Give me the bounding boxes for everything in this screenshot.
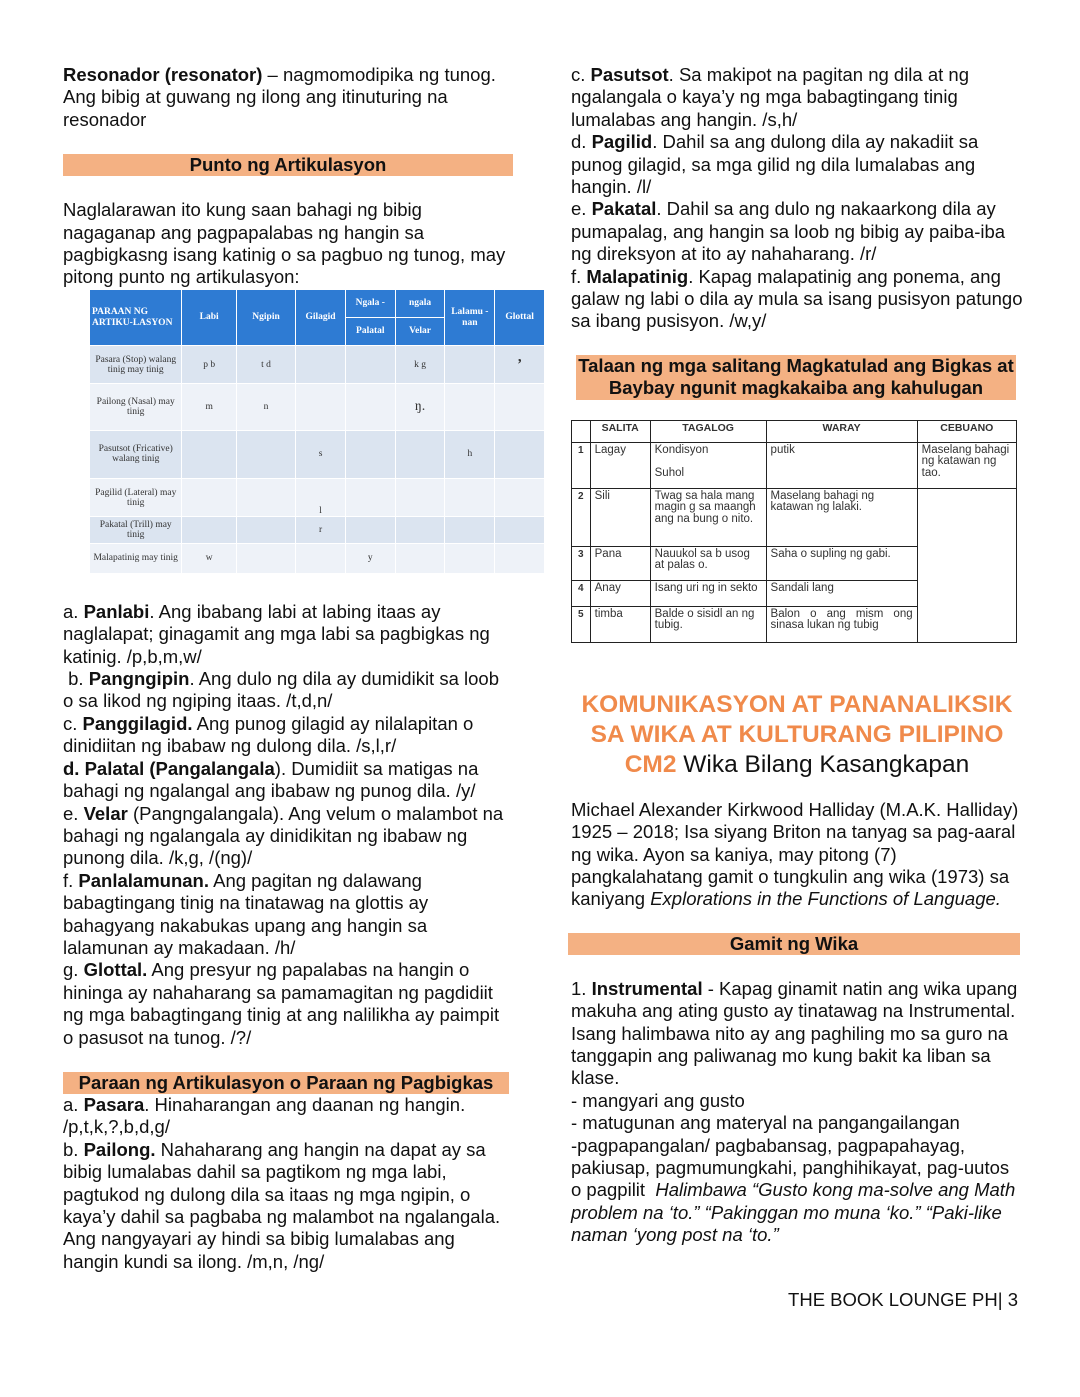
cell-salita: Anay	[590, 580, 650, 606]
cell-waray: putik	[766, 442, 917, 488]
paraan-item	[63, 1094, 513, 1139]
section-title-line2: SA WIKA AT KULTURANG PILIPINO	[590, 720, 1004, 748]
halliday-text: Michael Alexander Kirkwood Halliday (M.A.K. Halliday) 1925 – 2018; Isa siyang Briton na tanyag sa pag-aaral ng wika. Ayon sa kaniya, may pitong (7) pangkalahatang gamit o tungkulin ang wika (1973) sa kaniyang	[571, 798, 1019, 910]
resonador-text: – nagmomodipika ng tunog. Ang bibig at guwang ng ilong ang itinuturing na resonador	[63, 64, 496, 130]
pagilid-label: Pagilid (Lateral) may tinig	[90, 479, 182, 517]
th-num	[572, 420, 591, 442]
th-palatal: Palatal	[345, 318, 395, 346]
bullet-text: -pagpapangalan/ pagbabansag, pagpapahayag, pakiusap, pagmumungkahi, panghihikayat, pag-uutos o pagpilit	[571, 1134, 1010, 1201]
item-prefix: d.	[571, 131, 592, 153]
th-lalamunan: Lalamu -nan	[445, 289, 495, 345]
item-term: Glottal.	[83, 959, 148, 981]
pasutsot-label: Pasutsot (Fricative) walang tinig	[90, 430, 182, 478]
pasara-gilagid	[296, 346, 346, 384]
item-prefix: b.	[63, 1138, 84, 1160]
pasara-ngipin: t d	[236, 346, 295, 384]
item-term: d. Palatal (Pangalangala	[63, 757, 275, 779]
th-ngala2: ngala	[395, 289, 445, 317]
punto-item	[63, 668, 513, 713]
malapatinig-labi: w	[182, 543, 237, 573]
item-text: . Ang dulo ng dila ay dumidikit sa loob o sa likod ng ngiping itaas. /t,d,n/	[63, 668, 499, 712]
pakatal-palatal	[345, 517, 395, 543]
row-number: 5	[572, 606, 591, 642]
paraan-header: Paraan ng Artikulasyon o Paraan ng Pagbigkas	[63, 1072, 509, 1094]
pasutsot-glottal	[495, 430, 545, 478]
malapatinig-lalamunan	[445, 543, 495, 573]
pakatal-glottal	[495, 517, 545, 543]
cell-waray: Sandali lang	[766, 580, 917, 606]
item-prefix: f.	[63, 869, 79, 891]
item-term: Pagilid	[591, 131, 653, 153]
th-glottal: Glottal	[495, 289, 545, 345]
cell-waray: Maselang bahagi ng katawan ng lalaki.	[766, 488, 917, 546]
th-ngipin: Ngipin	[236, 289, 295, 345]
punto-header: Punto ng Artikulasyon	[63, 154, 513, 176]
pagilid-palatal	[345, 479, 395, 517]
item-text: ). Dumidiit sa matigas na bahagi ng ngalangal ang ibabaw ng punog dila. /y/	[63, 757, 479, 802]
cell-tagalog-2: Suhol	[654, 467, 685, 480]
punto-item	[63, 601, 513, 668]
item-text: (Pangngalangala). Ang velum o malambot na bahagi ng ngalangala ay dinidikitan ng ibabaw ng punong dila. /k,g, /(ng)/	[63, 802, 504, 869]
cell-tagalog: Twag sa hala mang magin g sa maangh ang na bung o nito.	[650, 488, 766, 546]
pasara-labi: p b	[182, 346, 237, 384]
item-prefix: a.	[63, 1093, 84, 1115]
th-gilagid: Gilagid	[296, 289, 346, 345]
pakatal-lalamunan	[445, 517, 495, 543]
instrumental-paragraph	[571, 978, 1023, 1090]
bullet-item: - mangyari ang gusto	[571, 1089, 745, 1111]
paraan-item	[571, 64, 1023, 131]
pasutsot-labi	[182, 430, 237, 478]
malapatinig-glottal	[495, 543, 545, 573]
punto-item	[63, 870, 513, 960]
bullet-example: Halimbawa “Gusto kong ma-solve ang Math problem na ‘to.” “Pakinggan mo muna ‘ko.” “Paki-like naman ‘yong post na ‘to.”	[571, 1179, 1016, 1246]
item-term: Pasutsot	[590, 64, 669, 85]
articulation-table	[89, 289, 545, 574]
cell-tagalog: Nauukol sa b usog at palas o.	[650, 546, 766, 580]
item-prefix: f.	[571, 265, 587, 287]
item-prefix: e.	[63, 802, 84, 824]
cell-tagalog: Isang uri ng in sekto	[650, 580, 766, 606]
pagilid-labi	[182, 479, 237, 517]
item-term: Panggilagid.	[82, 712, 193, 734]
item-prefix: c.	[571, 64, 591, 85]
pasara-palatal	[345, 346, 395, 384]
cell-tagalog-1: Kondisyon	[654, 443, 709, 456]
pasara-glottal: ʼ	[495, 346, 545, 384]
th-waray: WARAY	[766, 420, 917, 442]
pasara-label: Pasara (Stop) walang tinig may tinig	[90, 346, 182, 384]
pailong-labi: m	[182, 384, 237, 430]
item-term: Pangngipin	[88, 668, 190, 690]
paraan-item	[571, 131, 1023, 198]
halliday-paragraph	[571, 799, 1023, 911]
punto-item	[63, 758, 513, 803]
th-paraan: PARAAN NG ARTIKU-LASYON	[90, 289, 182, 345]
talaan-header: Talaan ng mga salitang Magkatulad ang Bigkas at Baybay ngunit magkakaiba ang kahulugan	[576, 355, 1016, 400]
item-prefix: g.	[63, 959, 84, 981]
cell-salita: Sili	[590, 488, 650, 546]
pakatal-labi	[182, 517, 237, 543]
pagilid-glottal	[495, 479, 545, 517]
cm2-rest: Wika Bilang Kasangkapan	[676, 750, 970, 778]
item-text: . Hinaharangan ang daanan ng hangin. /p,t,k,?,b,d,g/	[63, 1093, 466, 1138]
row-number: 2	[572, 488, 591, 546]
row-pakatal	[90, 517, 545, 543]
th-labi: Labi	[182, 289, 237, 345]
pailong-glottal	[495, 384, 545, 430]
item-text: Ang punog gilagid ay nilalapitan o dinidiitan ng ibabaw ng dulong dila. /s,l,r/	[63, 712, 474, 757]
table-row	[572, 442, 1017, 488]
punto-item	[63, 713, 513, 758]
item-prefix: c.	[63, 712, 83, 734]
cell-cebuano: Maselang bahagi ng katawan ng tao.	[917, 442, 1016, 488]
item-text: . Dahil sa ang dulong dila ay nakadiit sa punog gilagid, sa mga gilid ng dila lumalabas ang hangin. /l/	[571, 131, 979, 198]
item-term: Panlalamunan.	[78, 869, 209, 891]
pagilid-velar	[395, 479, 445, 517]
row-number: 4	[572, 580, 591, 606]
cell-cebuano-empty	[917, 488, 1016, 642]
pakatal-velar	[395, 517, 445, 543]
words-table	[571, 420, 1017, 643]
halliday-book: Explorations in the Functions of Language.	[650, 888, 1001, 910]
pagilid-gilagid: l	[296, 479, 346, 517]
malapatinig-gilagid	[296, 543, 346, 573]
resonador-term: Resonador (resonator)	[63, 64, 263, 85]
item-prefix: e.	[571, 198, 592, 220]
pailong-palatal	[345, 384, 395, 430]
pasutsot-ngipin	[236, 430, 295, 478]
th-velar: Velar	[395, 318, 445, 346]
th-salita: SALITA	[590, 420, 650, 442]
item-prefix: a.	[63, 600, 84, 622]
pasutsot-palatal	[345, 430, 395, 478]
punto-item	[63, 803, 513, 870]
item-text: Nahaharang ang hangin na dapat ay sa bibig lumalabas dahil sa pagtikom ng mga labi, pagtukod ng dulong dila sa itaas ng mga ngipin, o kaya’y dahil sa pagbaba ng malambot na ngalangala. Ang nangyayari ay hindi sa bibig lumalabas ang hangin kundi sa ilong. /m,n, /ng/	[63, 1138, 501, 1272]
item-term: Pasara	[83, 1093, 145, 1115]
malapatinig-ngipin	[236, 543, 295, 573]
pakatal-ngipin	[236, 517, 295, 543]
cell-salita: Pana	[590, 546, 650, 580]
section-title-line1: KOMUNIKASYON AT PANANALIKSIK	[581, 690, 1013, 718]
item-text: Ang pagitan ng dalawang babagtingang tinig na tinatawag na glottis ay bahagyang nakabukas upang ang hangin sa lalamunan ay makadaan. /h/	[63, 869, 429, 958]
punto-item	[63, 959, 513, 1049]
item-term: Malapatinig	[586, 265, 689, 287]
cell-tagalog	[650, 442, 766, 488]
cell-salita: timba	[590, 606, 650, 642]
th-cebuano: CEBUANO	[917, 420, 1016, 442]
cell-waray: Saha o supling ng gabi.	[766, 546, 917, 580]
section-title	[571, 690, 1023, 780]
pagilid-ngipin	[236, 479, 295, 517]
item-term: Pakatal	[591, 198, 657, 220]
cell-waray: Balon o ang mism ong sinasa lukan ng tubig	[766, 606, 917, 642]
row-malapatinig	[90, 543, 545, 573]
footer-separator: |	[997, 1289, 1008, 1310]
cell-tagalog: Balde o sisidl an ng tubig.	[650, 606, 766, 642]
row-number: 1	[572, 442, 591, 488]
item-text: . Kapag malapatinig ang ponema, ang galaw ng labi o dila ay mula sa isang pusisyon patungo sa ibang pusisyon. /w,y/	[571, 265, 1023, 332]
pailong-label: Pailong (Nasal) may tinig	[90, 384, 182, 430]
bullet-item	[571, 1135, 1023, 1247]
right-column	[571, 64, 1023, 1247]
item-text: . Sa makipot na pagitan ng dila at ng ngalangala o kaya’y ng mga babagtingang tinig lumalabas ang hangin. /s,h/	[571, 64, 969, 130]
item-prefix: b.	[63, 668, 89, 690]
row-pasutsot	[90, 430, 545, 478]
page-number: 3	[1007, 1289, 1018, 1310]
bullet-item: - matugunan ang materyal na pangangailangan	[571, 1112, 960, 1134]
gamit-header: Gamit ng Wika	[568, 933, 1020, 955]
cm2-title	[571, 750, 1023, 780]
table-row	[572, 488, 1017, 546]
pasutsot-gilagid: s	[296, 430, 346, 478]
paraan-item	[571, 266, 1023, 333]
paraan-item	[571, 198, 1023, 265]
pailong-ngipin: n	[236, 384, 295, 430]
pasutsot-velar	[395, 430, 445, 478]
item-text: Ang presyur ng papalabas na hangin o hininga ay nahaharang sa pamamagitan ng pagdidiit ng mga babagtingang tinig at ang nalilikha ay paimpit o pasusot na tunog. /?/	[63, 959, 500, 1048]
row-number: 3	[572, 546, 591, 580]
punto-intro: Naglalarawan ito kung saan bahagi ng bibig nagaganap ang pagpapalabas ng hangin sa pagbigkasng isang katinig o sa pagbuo ng tunog, may pitong punto ng artikulasyon:	[63, 199, 506, 288]
pasara-velar: k g	[395, 346, 445, 384]
instrumental-text: - Kapag ginamit natin ang wika upang makuha ang ating gusto ay tinatawag na Instrumental. Isang halimbawa nito ay ang paghiling mo sa guro na tanggapin ang paliwanag mo kung bakit ka liban sa klase.	[571, 977, 1018, 1089]
instrumental-term: Instrumental	[591, 977, 703, 999]
item-term: Panlabi	[83, 600, 150, 622]
left-column	[63, 64, 534, 1273]
th-ngala: Ngala -	[345, 289, 395, 317]
resonador-paragraph	[63, 64, 513, 131]
page-footer	[788, 1289, 1018, 1311]
pailong-lalamunan	[445, 384, 495, 430]
th-tagalog: TAGALOG	[650, 420, 766, 442]
pasutsot-lalamunan: h	[445, 430, 495, 478]
malapatinig-label: Malapatinig may tinig	[90, 543, 182, 573]
pasara-lalamunan	[445, 346, 495, 384]
footer-brand: THE BOOK LOUNGE PH	[788, 1289, 998, 1310]
item-text: . Dahil sa ang dulo ng nakaarkong dila ay pumapalag, ang hangin sa loob ng bibig ay paiba-iba ng direksyon at ito ay nahaharang. /r/	[571, 198, 1006, 265]
punto-list	[63, 601, 513, 1049]
item-prefix: 1.	[571, 977, 592, 999]
cell-salita: Lagay	[590, 442, 650, 488]
row-pasara	[90, 346, 545, 384]
paraan-item	[63, 1139, 513, 1273]
item-term: Velar	[83, 802, 128, 824]
pakatal-gilagid: r	[296, 517, 346, 543]
cm2-label: CM2	[624, 750, 677, 778]
row-pailong	[90, 384, 545, 430]
malapatinig-palatal: y	[345, 543, 395, 573]
item-term: Pailong.	[83, 1138, 156, 1160]
pagilid-lalamunan	[445, 479, 495, 517]
pailong-velar: ŋ.	[395, 384, 445, 430]
pakatal-label: Pakatal (Trill) may tinig	[90, 517, 182, 543]
row-pagilid	[90, 479, 545, 517]
item-text: . Ang ibabang labi at labing itaas ay naglalapat; ginagamit ang mga labi sa pagbigkas ng katinig. /p,b,m,w/	[63, 600, 490, 667]
pailong-gilagid	[296, 384, 346, 430]
malapatinig-velar	[395, 543, 445, 573]
